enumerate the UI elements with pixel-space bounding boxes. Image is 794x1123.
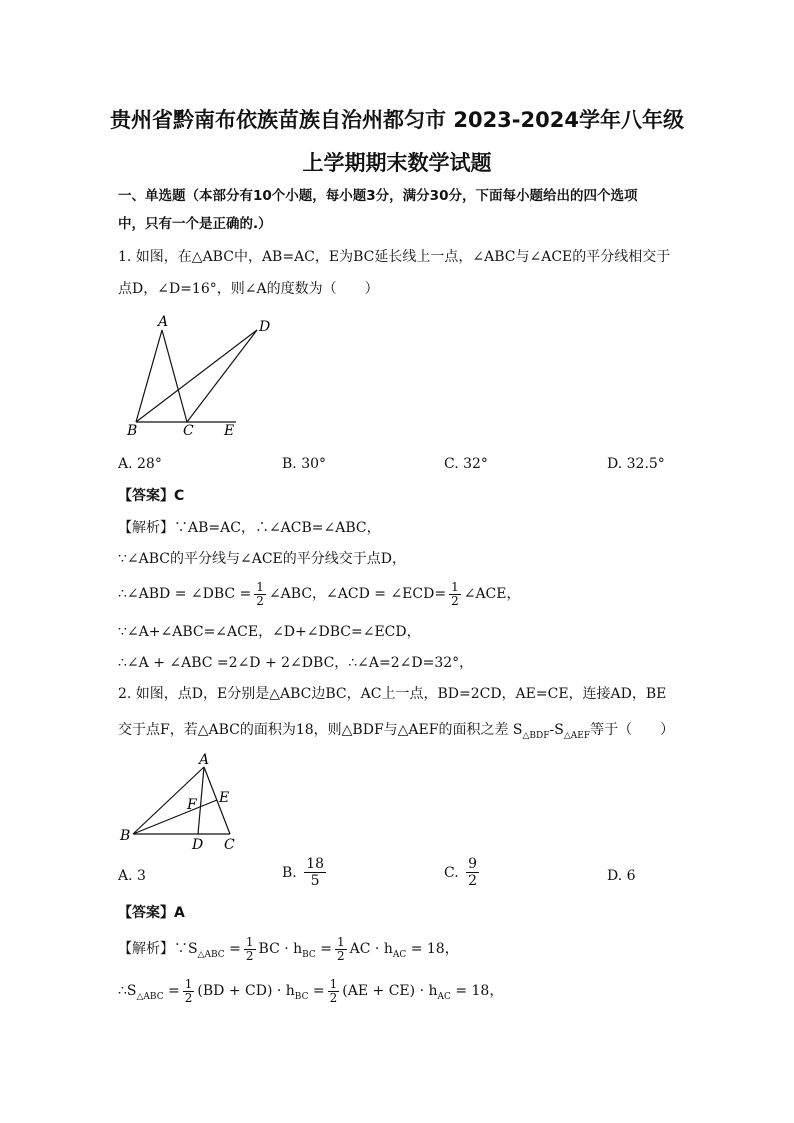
q1-label-e: E xyxy=(224,423,235,439)
q2-analysis1-sub-ac: AC xyxy=(392,949,407,960)
q2-half-den-4: 2 xyxy=(329,990,338,1005)
q2-option-b xyxy=(282,856,329,889)
q1-label-c: C xyxy=(183,423,194,439)
q1-label-b: B xyxy=(127,423,138,439)
q2-label-b: B xyxy=(120,828,131,844)
q2-label-f: F xyxy=(187,797,197,813)
q2-half-num-4: 1 xyxy=(329,976,338,991)
q2-analysis1-sub-bc: BC xyxy=(302,949,316,960)
q2-half-den-1: 2 xyxy=(245,948,254,963)
q2-analysis1-e: AC · h xyxy=(349,941,393,957)
q1-figure xyxy=(118,312,288,442)
q1-half-num-1: 1 xyxy=(256,579,264,594)
q2-half-fraction-2 xyxy=(335,936,347,963)
q1-stem-line1: 1. 如图，在△ABC中，AB=AC，E为BC延长线上一点，∠ABC与∠ACE的平分线相交于 xyxy=(118,249,671,265)
q2-option-d: D. 6 xyxy=(607,868,636,884)
q2-stem-line2-b: 等于（ ） xyxy=(590,722,675,738)
q2-analysis2-sub-ac: AC xyxy=(437,991,451,1002)
q2-analysis1-c: BC · h xyxy=(258,941,303,957)
q1-stem-line2: 点D，∠D=16°，则∠A的度数为（ ） xyxy=(118,281,379,297)
q2-figure xyxy=(118,750,248,854)
q2-stem-sub1: △BDF xyxy=(522,730,550,741)
q2-stem-line2 xyxy=(118,720,674,746)
q1-option-c: C. 32° xyxy=(444,456,488,472)
q1-answer: 【答案】C xyxy=(118,488,185,504)
q2-analysis2-sub-bc: BC xyxy=(294,991,309,1002)
q1-label-a: A xyxy=(158,314,169,330)
q1-half-num-2: 1 xyxy=(451,579,459,594)
q2-analysis2-e: (AE + CE) · h xyxy=(342,983,438,999)
q1-half-fraction-1 xyxy=(254,581,266,608)
q2-analysis2-sub: △ABC xyxy=(136,991,164,1002)
q2-option-c-den: 2 xyxy=(468,873,478,889)
q2-analysis-line1 xyxy=(118,934,459,970)
q2-half-fraction-3 xyxy=(183,978,195,1005)
q1-half-den-2: 2 xyxy=(451,593,459,608)
q1-option-d: D. 32.5° xyxy=(607,456,665,472)
q2-label-e: E xyxy=(219,790,230,806)
page-title-line2: 上学期期末数学试题 xyxy=(302,151,492,175)
q2-stem-line2-mid: -S xyxy=(549,722,564,738)
q2-option-b-den: 5 xyxy=(310,873,320,889)
q1-analysis-line3-part1: ∴∠ABD = ∠DBC = xyxy=(118,586,252,602)
q2-analysis2-c: (BD + CD) · h xyxy=(197,983,295,999)
q1-half-fraction-2 xyxy=(449,581,461,608)
q2-answer: 【答案】A xyxy=(118,905,185,921)
q2-stem-line2-a: 交于点F，若△ABC的面积为18，则△BDF与△AEF的面积之差 S xyxy=(118,722,523,738)
q2-option-c-prefix: C. xyxy=(444,864,459,881)
q2-half-num-3: 1 xyxy=(184,976,193,991)
q2-analysis2-f: = 18， xyxy=(450,983,504,999)
q2-option-a: A. 3 xyxy=(118,868,146,884)
q2-analysis1-a: 【解析】∵S xyxy=(118,941,198,957)
q2-half-den-2: 2 xyxy=(337,948,345,963)
q2-option-c xyxy=(444,856,482,889)
q2-analysis1-d: = xyxy=(315,941,333,957)
q1-half-den-1: 2 xyxy=(256,593,264,608)
q2-analysis2-d: = xyxy=(308,983,325,999)
q2-analysis1-b: = xyxy=(224,941,241,957)
q1-analysis-line5: ∴∠A + ∠ABC =2∠D + 2∠DBC，∴∠A=2∠D=32°， xyxy=(118,655,474,671)
q2-label-d: D xyxy=(192,837,204,853)
q2-stem-line1: 2. 如图，点D，E分别是△ABC边BC，AC上一点，BD=2CD，AE=CE，连接AD，BE xyxy=(118,686,667,702)
q2-label-c: C xyxy=(224,837,235,853)
q1-label-d: D xyxy=(259,319,271,335)
q2-analysis1-f: = 18， xyxy=(406,941,459,957)
section-heading-line1: 一、单选题（本部分有10个小题，每小题3分，满分30分，下面每小题给出的四个选项 xyxy=(118,188,638,204)
q1-analysis-line4: ∵∠A+∠ABC=∠ACE，∠D+∠DBC=∠ECD， xyxy=(118,624,421,640)
q2-option-b-fraction xyxy=(304,856,326,889)
q2-option-b-prefix: B. xyxy=(282,864,297,881)
q2-analysis1-sub: △ABC xyxy=(197,949,225,960)
q2-half-fraction-4 xyxy=(328,978,340,1005)
q1-option-b: B. 30° xyxy=(282,456,327,472)
q1-analysis-line2: ∵∠ABC的平分线与∠ACE的平分线交于点D， xyxy=(118,551,407,567)
section-heading-line2: 中，只有一个是正确的.） xyxy=(118,216,272,232)
q2-stem-sub2: △AEF xyxy=(563,730,591,741)
q2-option-c-num: 9 xyxy=(468,856,478,872)
q2-label-a: A xyxy=(199,752,210,768)
q1-analysis-line3 xyxy=(118,580,521,608)
q2-option-b-num: 18 xyxy=(306,856,325,872)
q2-half-den-3: 2 xyxy=(184,990,193,1005)
q2-analysis-line2 xyxy=(118,976,503,1012)
q2-analysis2-b: = xyxy=(163,983,180,999)
q1-analysis-line3-part2: ∠ABC，∠ACD = ∠ECD= xyxy=(268,586,447,602)
q2-analysis2-a: ∴S xyxy=(118,983,137,999)
q2-half-num-1: 1 xyxy=(245,934,254,949)
q2-option-c-fraction xyxy=(466,856,479,889)
q1-analysis-line3-part3: ∠ACE， xyxy=(463,586,521,602)
q1-option-a: A. 28° xyxy=(118,456,162,472)
page-title-line1: 贵州省黔南布依族苗族自治州都匀市 2023-2024学年八年级 xyxy=(110,108,684,132)
q1-analysis-line1: 【解析】∵AB=AC，∴∠ACB=∠ABC， xyxy=(118,520,381,536)
q2-half-num-2: 1 xyxy=(337,934,345,949)
q2-half-fraction-1 xyxy=(244,936,256,963)
